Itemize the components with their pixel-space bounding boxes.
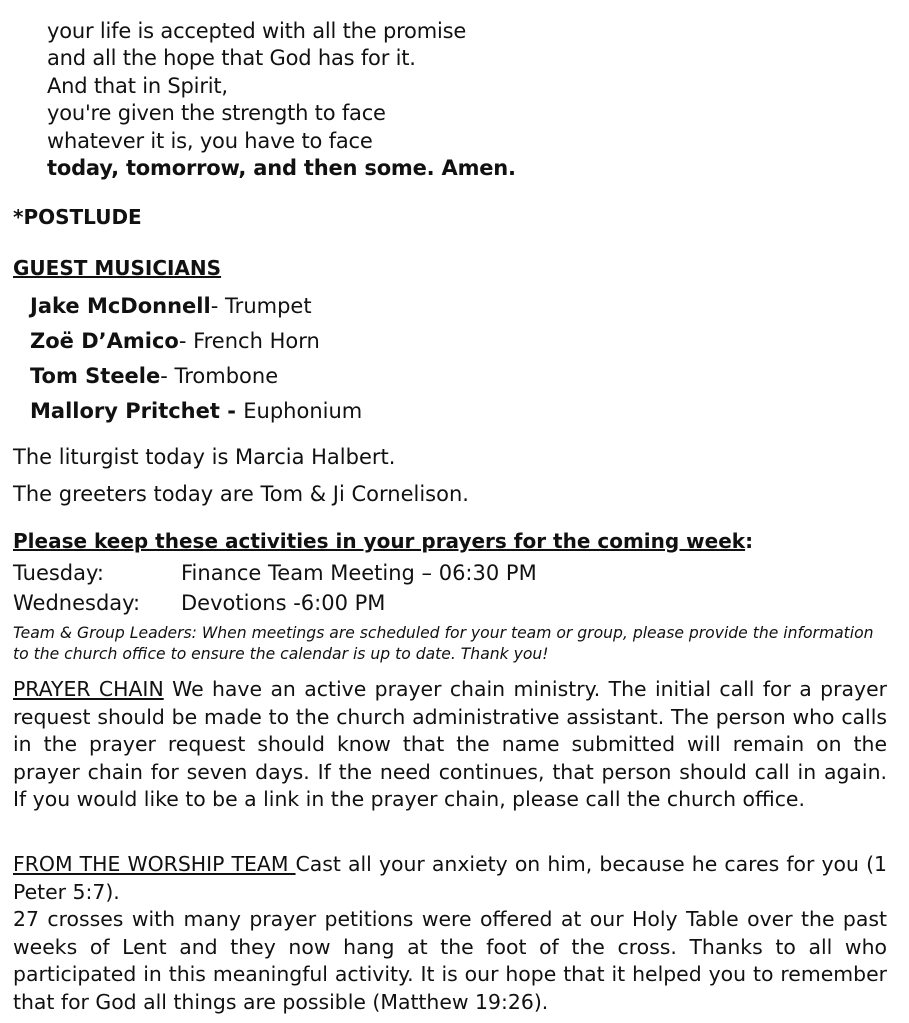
schedule-event: Devotions -6:00 PM [181, 591, 386, 615]
worship-team-label: FROM THE WORSHIP TEAM [13, 852, 296, 876]
schedule-day: Tuesday: [13, 561, 104, 585]
heading-colon: : [745, 529, 754, 553]
schedule-day: Wednesday: [13, 591, 141, 615]
musician-item [30, 359, 362, 394]
weekly-schedule [13, 558, 537, 618]
schedule-row [13, 588, 537, 618]
guest-musicians-heading: GUEST MUSICIANS [13, 256, 222, 280]
musician-instrument: Euphonium [243, 399, 363, 423]
leaders-note: Team & Group Leaders: When meetings are scheduled for your team or group, please provide the information to the church office to ensure the calendar is up to date. Thank you! [13, 624, 874, 663]
prayer-chain-text: We have an active prayer chain ministry. The initial call for a prayer request should be made to the church administrative assistant. The person who calls in the prayer request should know that the name submitted will remain on the prayer chain for seven days. If the need continues, that person should call in again. If you would like to be a link in the prayer chain, please call the church office. [13, 677, 887, 811]
musician-name: Tom Steele [30, 364, 161, 388]
musician-item [30, 324, 362, 359]
prayer-chain-paragraph [13, 676, 887, 814]
postlude-heading: *POSTLUDE [13, 205, 142, 229]
prayer-line: you're given the strength to face [47, 101, 386, 126]
worship-team-text: 27 crosses with many prayer petitions were offered at our Holy Table over the past weeks of Lent and they now hang at the foot of the cross. Thanks to all who participated in this meaningful activity. It is our hope that it helped you to remember that for God all things are possible (Matthew 19:26). [13, 907, 887, 1014]
worship-team-paragraph [13, 851, 887, 1016]
guest-musicians-list [30, 289, 362, 429]
musician-instrument: - Trumpet [210, 294, 312, 318]
prayer-line: And that in Spirit, [47, 73, 228, 98]
musician-name: Mallory Pritchet - [30, 399, 244, 423]
schedule-event: Finance Team Meeting – 06:30 PM [181, 561, 537, 585]
musician-item [30, 289, 362, 324]
musician-name: Zoë D’Amico [30, 329, 179, 353]
prayer-line: whatever it is, you have to face [47, 128, 373, 153]
musician-name: Jake McDonnell [30, 294, 211, 318]
liturgist-note: The liturgist today is Marcia Halbert. [13, 445, 396, 469]
greeters-note: The greeters today are Tom & Ji Cornelison. [13, 482, 469, 506]
musician-instrument: - Trombone [160, 364, 279, 388]
prayer-activities-heading-text: Please keep these activities in your prayers for the coming week [13, 529, 746, 553]
prayer-closing-line: today, tomorrow, and then some. Amen. [47, 156, 516, 181]
schedule-row [13, 558, 537, 588]
prayer-line: and all the hope that God has for it. [47, 46, 416, 71]
musician-instrument: - French Horn [178, 329, 320, 353]
worship-team-verse: Cast all your anxiety on him, because he cares for you (1 Peter 5:7). [13, 852, 887, 904]
musician-item [30, 394, 362, 429]
prayer-activities-heading [13, 529, 753, 553]
prayer-chain-label: PRAYER CHAIN [13, 677, 164, 701]
prayer-line: your life is accepted with all the promise [47, 19, 467, 43]
closing-prayer [47, 18, 516, 182]
